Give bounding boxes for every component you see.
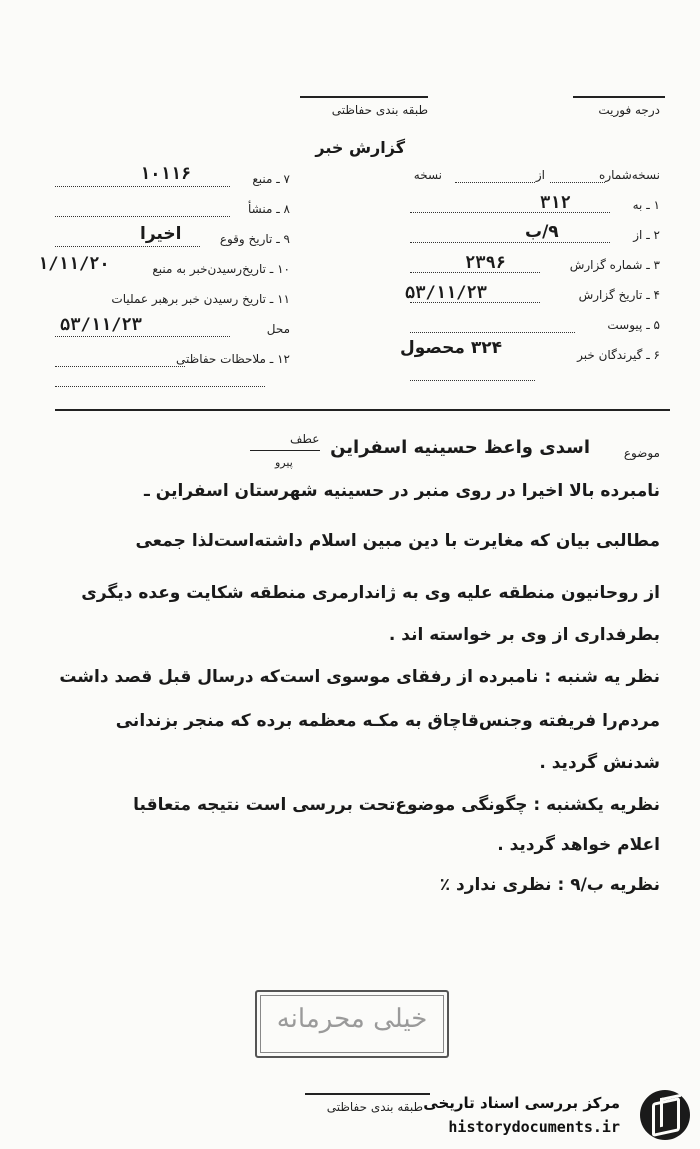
- recipients-value: ۳۲۴ محصول: [400, 338, 502, 358]
- security-notes-label: ۱۲ ـ ملاحظات حفاظتی: [176, 352, 290, 366]
- classification-rule: [300, 96, 428, 98]
- body-line-4: بطرفداری از وی بر خواسته اند .: [388, 625, 660, 645]
- origin-label: ۸ ـ منشأ: [247, 202, 290, 216]
- footer-classification-label: طبقه بندی حفاظتی: [326, 1100, 423, 1114]
- confidential-stamp: [255, 990, 449, 1058]
- subject-label: موضوع: [623, 446, 660, 460]
- recipients-label: ۶ ـ گیرندگان خبر: [577, 348, 660, 362]
- priority-rule: [573, 96, 665, 98]
- body-line-1: نامبرده بالا اخیرا در روی منبر در حسینیه شهرستان اسفراین ـ: [144, 481, 660, 501]
- footer-rule: [305, 1093, 430, 1095]
- org-name: مرکز بررسی اسناد تاریخی: [423, 1094, 620, 1112]
- security-notes-dots: [55, 366, 185, 367]
- security-notes-dots-2: [55, 386, 265, 387]
- body-line-7: شدنش گردید .: [539, 753, 660, 773]
- header-divider: [55, 409, 670, 411]
- following-label: پیرو: [275, 456, 293, 469]
- source-value: ۱۰۱۱۶: [140, 164, 192, 184]
- event-date-label: ۹ ـ تاریخ وقوع: [219, 232, 290, 246]
- field-from-label: ۲ ـ از: [633, 228, 660, 242]
- subject-value: اسدی واعظ حسینیه اسفراین: [330, 437, 590, 458]
- copy-total-dots: [455, 182, 535, 183]
- attachment-label: ۵ ـ پیوست: [607, 318, 660, 332]
- event-date-value: اخیرا: [140, 224, 182, 244]
- report-number-value: ۲۳۹۶: [465, 253, 506, 273]
- report-date-label: ۴ ـ تاریخ گزارش: [578, 288, 660, 302]
- place-dots: [55, 336, 230, 337]
- body-line-8: نظریه یکشنبه : چگونگی موضوع‌تحت بررسی است نتیجه متعاقبا: [133, 795, 660, 815]
- copy-label: نسخه: [413, 168, 442, 182]
- field-from-value: ۹/ب: [525, 222, 559, 242]
- stamp-text: خیلی محرمانه: [276, 1004, 428, 1034]
- report-date-value: ۵۳/۱۱/۲۳: [405, 283, 487, 303]
- body-line-6: مردم‌را فریفته وجنس‌قاچاق به مکـه معظمه برده که منجر بزندانی: [115, 711, 660, 731]
- body-line-10: نظریه ب/۹ : نظری ندارد ٪: [439, 875, 660, 895]
- field-from-dots: [410, 242, 610, 243]
- event-date-dots: [55, 246, 200, 247]
- website-text: historydocuments.ir: [448, 1118, 620, 1136]
- copy-number-label: نسخه‌شماره: [599, 168, 660, 182]
- source-label: ۷ ـ منبع: [252, 172, 290, 186]
- copy-from-label: از: [535, 168, 545, 182]
- report-number-label: ۳ ـ شماره گزارش: [569, 258, 660, 272]
- place-value: ۵۳/۱۱/۲۳: [60, 315, 142, 335]
- priority-label: درجه فوریت: [598, 103, 660, 117]
- attachment-dots: [410, 332, 575, 333]
- copy-number-dots: [550, 182, 605, 183]
- body-line-9: اعلام خواهد گردید .: [497, 835, 660, 855]
- ops-received-label: ۱۱ ـ تاریخ رسیدن خبر برهبر عملیات: [111, 292, 290, 306]
- place-label: محل: [266, 322, 290, 336]
- recipients-dots: [410, 380, 535, 381]
- classification-label: طبقه بندی حفاظتی: [331, 103, 428, 117]
- reference-rule: [250, 450, 320, 451]
- body-line-3: از روحانیون منطقه علیه وی به ژاندارمری منطقه شکایت وعده دیگری: [81, 583, 660, 603]
- field-to-value: ۳۱۲: [540, 193, 571, 213]
- body-line-5: نظر یه شنبه : نامبرده از رفقای موسوی است‌که درسال قبل قصد داشت: [59, 667, 660, 687]
- body-line-2: مطالبی بیان که مغایرت با دین مبین اسلام داشته‌است‌لذا جمعی: [135, 531, 660, 551]
- source-dots: [55, 186, 230, 187]
- source-received-value: ۱/۱۱/۲۰: [38, 254, 110, 274]
- form-title: گزارش خبر: [315, 138, 405, 157]
- source-received-label: ۱۰ ـ تاریخ‌رسیدن‌خبر به منبع: [152, 262, 290, 276]
- archive-logo-icon: [640, 1090, 690, 1140]
- origin-dots: [55, 216, 230, 217]
- field-to-dots: [410, 212, 610, 213]
- field-to-label: ۱ ـ به: [632, 198, 660, 212]
- reference-label: عطف: [290, 432, 320, 446]
